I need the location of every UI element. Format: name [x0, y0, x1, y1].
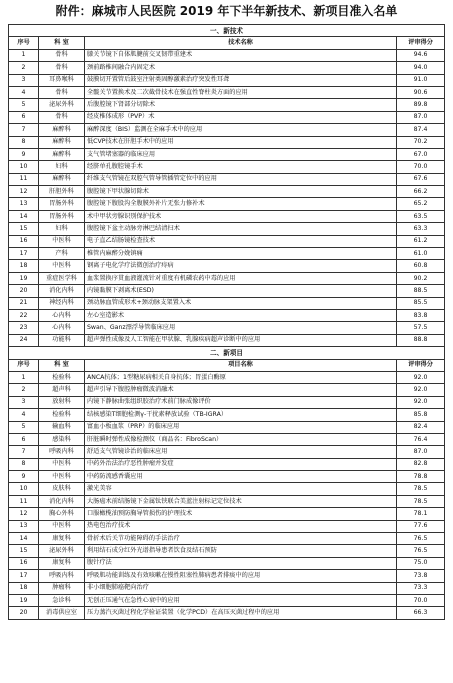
row-score: 76.5 — [397, 533, 445, 545]
row-number: 16 — [9, 557, 39, 569]
row-number: 17 — [9, 570, 39, 582]
table-row — [9, 161, 445, 173]
row-number: 2 — [9, 384, 39, 396]
page-title: 附件：麻城市人民医院 2019 年下半年新技术、新项目准入名单 — [55, 4, 398, 18]
table-row — [9, 471, 445, 483]
row-department: 呼吸内科 — [39, 570, 85, 582]
row-score: 57.5 — [397, 322, 445, 334]
row-score: 70.0 — [397, 594, 445, 606]
table-row — [9, 285, 445, 297]
row-number: 23 — [9, 322, 39, 334]
row-item-name: 中药防流感香囊应用 — [85, 471, 397, 483]
row-score: 87.0 — [397, 111, 445, 123]
row-number: 19 — [9, 594, 39, 606]
row-score: 60.8 — [397, 260, 445, 272]
row-number: 9 — [9, 471, 39, 483]
row-department: 放射科 — [39, 396, 85, 408]
row-item-name: 经脐单孔腹腔镜手术 — [85, 161, 397, 173]
row-number: 12 — [9, 186, 39, 198]
row-item-name: 颈前路椎间融合内固定术 — [85, 62, 397, 74]
row-number: 2 — [9, 62, 39, 74]
row-department: 麻醉科 — [39, 124, 85, 136]
header-score: 评审得分 — [397, 37, 445, 49]
row-number: 20 — [9, 285, 39, 297]
row-item-name: 左心室造影术 — [85, 309, 397, 321]
row-score: 91.0 — [397, 74, 445, 86]
table-row — [9, 210, 445, 222]
table-row — [9, 594, 445, 606]
row-department: 骨科 — [39, 49, 85, 61]
row-score: 92.0 — [397, 384, 445, 396]
row-number: 20 — [9, 607, 39, 619]
row-item-name: 颈动脉血管成形术+颈动脉支架置入术 — [85, 297, 397, 309]
row-number: 11 — [9, 173, 39, 185]
row-score: 65.2 — [397, 198, 445, 210]
header-score: 评审得分 — [397, 359, 445, 371]
row-score: 70.0 — [397, 161, 445, 173]
row-number: 17 — [9, 248, 39, 260]
row-department: 麻醉科 — [39, 136, 85, 148]
row-item-name: 后腹腔镜下肾部分切除术 — [85, 99, 397, 111]
row-department: 超声科 — [39, 384, 85, 396]
row-score: 78.8 — [397, 471, 445, 483]
table-row — [9, 248, 445, 260]
row-number: 3 — [9, 396, 39, 408]
table-row — [9, 533, 445, 545]
row-number: 19 — [9, 272, 39, 284]
table-row — [9, 124, 445, 136]
row-item-name: 钢离子电化学疗法微创治疗痔病 — [85, 260, 397, 272]
row-score: 73.8 — [397, 570, 445, 582]
table-row — [9, 223, 445, 235]
row-item-name: 非小细胞肺癌靶向治疗 — [85, 582, 397, 594]
row-item-name: 结核感染T细胞检测γ-干扰素释放试验（TB-IGRA） — [85, 409, 397, 421]
row-department: 麻醉科 — [39, 173, 85, 185]
row-score: 88.5 — [397, 285, 445, 297]
table-row — [9, 62, 445, 74]
row-department: 感染科 — [39, 433, 85, 445]
table-row — [9, 297, 445, 309]
table-row — [9, 508, 445, 520]
row-item-name: 经皮椎体成形（PVP）术 — [85, 111, 397, 123]
row-item-name: 压力蒸汽灭菌过程化学验证装置（化学PCD）在高压灭菌过程中的应用 — [85, 607, 397, 619]
header-no: 序号 — [9, 37, 39, 49]
row-item-name: 纤维支气管镜在双腔气管导管插管定位中的应用 — [85, 173, 397, 185]
row-item-name: 超声弹性成像及人工智能在甲状腺、乳腺疾病超声诊断中的应用 — [85, 334, 397, 346]
table-row — [9, 173, 445, 185]
table-row — [9, 260, 445, 272]
section-title: 二、新项目 — [9, 347, 445, 359]
header-row — [9, 359, 445, 371]
table-row — [9, 495, 445, 507]
row-department: 肿瘤科 — [39, 582, 85, 594]
row-department: 中医科 — [39, 520, 85, 532]
row-number: 10 — [9, 483, 39, 495]
row-department: 皮肤科 — [39, 483, 85, 495]
row-item-name: 内镜下静脉曲张组织胶治疗术前门脉成像评价 — [85, 396, 397, 408]
row-score: 89.8 — [397, 99, 445, 111]
row-item-name: 膝关节镜下自体肌腱前交叉韧带重建术 — [85, 49, 397, 61]
table-row — [9, 421, 445, 433]
row-number: 18 — [9, 260, 39, 272]
row-number: 8 — [9, 458, 39, 470]
row-department: 输血科 — [39, 421, 85, 433]
row-number: 9 — [9, 148, 39, 160]
row-score: 78.1 — [397, 508, 445, 520]
row-department: 急诊科 — [39, 594, 85, 606]
table-row — [9, 49, 445, 61]
row-department: 耳鼻喉科 — [39, 74, 85, 86]
row-number: 14 — [9, 533, 39, 545]
row-item-name: 富血小板血浆（PRP）的临床应用 — [85, 421, 397, 433]
row-score: 85.5 — [397, 297, 445, 309]
row-item-name: 血浆置换序贯血液灌流针对重度有机磷农药中毒的应用 — [85, 272, 397, 284]
table-row — [9, 520, 445, 532]
row-department: 产科 — [39, 248, 85, 260]
row-score: 73.3 — [397, 582, 445, 594]
row-item-name: 鼓膜切开置管后鼓室注射类固醇激素治疗突发性耳聋 — [85, 74, 397, 86]
row-score: 92.0 — [397, 371, 445, 383]
row-item-name: Swan、Ganz漂浮导管临床应用 — [85, 322, 397, 334]
header-name: 技术名称 — [85, 37, 397, 49]
row-number: 5 — [9, 99, 39, 111]
row-department: 骨科 — [39, 86, 85, 98]
table-row — [9, 186, 445, 198]
row-item-name: 低CVP技术在肝胆手术中的应用 — [85, 136, 397, 148]
table-row — [9, 582, 445, 594]
row-number: 5 — [9, 421, 39, 433]
row-item-name: 呼吸肌功能训练及有效咳嗽在慢性阻塞性肺病患者排痰中的应用 — [85, 570, 397, 582]
row-number: 13 — [9, 520, 39, 532]
table-row — [9, 458, 445, 470]
row-number: 1 — [9, 371, 39, 383]
row-score: 76.5 — [397, 545, 445, 557]
row-item-name: 超声引导下腹腔肿瘤微波消融术 — [85, 384, 397, 396]
row-department: 检验科 — [39, 371, 85, 383]
row-item-name: 全髋关节置换术及二次截骨技术在强直性脊柱炎方面的应用 — [85, 86, 397, 98]
row-number: 7 — [9, 446, 39, 458]
header-no: 序号 — [9, 359, 39, 371]
row-score: 90.6 — [397, 86, 445, 98]
table-row — [9, 545, 445, 557]
header-dept: 科 室 — [39, 359, 85, 371]
table-row — [9, 136, 445, 148]
row-department: 康复科 — [39, 557, 85, 569]
row-number: 18 — [9, 582, 39, 594]
row-item-name: 舒适支气管镜诊治的临床应用 — [85, 446, 397, 458]
row-item-name: 内镜黏膜下剥离术(ESD) — [85, 285, 397, 297]
header-name: 项目名称 — [85, 359, 397, 371]
row-department: 消化内科 — [39, 495, 85, 507]
row-department: 泌尿外科 — [39, 99, 85, 111]
row-item-name: 腹腔镜下腹股沟全腹膜外补片无张力修补术 — [85, 198, 397, 210]
row-department: 检验科 — [39, 409, 85, 421]
table-row — [9, 409, 445, 421]
table-row — [9, 322, 445, 334]
section-title: 一、新技术 — [9, 25, 445, 37]
row-number: 1 — [9, 49, 39, 61]
row-score: 85.8 — [397, 409, 445, 421]
row-department: 妇科 — [39, 161, 85, 173]
table-row — [9, 446, 445, 458]
row-item-name: 麻醉深度（BIS）监测在全麻手术中的应用 — [85, 124, 397, 136]
row-department: 中医科 — [39, 471, 85, 483]
row-department: 重症医学科 — [39, 272, 85, 284]
row-item-name: 无创正压通气在急性心衰中的应用 — [85, 594, 397, 606]
row-department: 神经内科 — [39, 297, 85, 309]
table-row — [9, 99, 445, 111]
row-department: 胃肠外科 — [39, 198, 85, 210]
row-score: 76.4 — [397, 433, 445, 445]
row-item-name: 利用结石成分红外光谱指导患者饮食及结石预防 — [85, 545, 397, 557]
row-score: 67.0 — [397, 148, 445, 160]
table-row — [9, 86, 445, 98]
row-number: 3 — [9, 74, 39, 86]
row-item-name: 口服橄榄油预防胸导管损伤的护理技术 — [85, 508, 397, 520]
row-department: 麻醉科 — [39, 148, 85, 160]
row-item-name: 大肠癌术前结肠镜下金属钛铗联合美蓝注射标记定位技术 — [85, 495, 397, 507]
table-row — [9, 607, 445, 619]
row-number: 6 — [9, 433, 39, 445]
row-score: 82.4 — [397, 421, 445, 433]
row-score: 75.0 — [397, 557, 445, 569]
header-dept: 科 室 — [39, 37, 85, 49]
table-row — [9, 309, 445, 321]
row-score: 66.2 — [397, 186, 445, 198]
row-score: 87.0 — [397, 446, 445, 458]
row-score: 78.5 — [397, 495, 445, 507]
row-item-name: 电子直乙结肠镜检查技术 — [85, 235, 397, 247]
table-row — [9, 235, 445, 247]
row-score: 83.8 — [397, 309, 445, 321]
row-department: 功能科 — [39, 334, 85, 346]
row-item-name: 椎管内麻醉分娩镇痛 — [85, 248, 397, 260]
row-department: 肝胆外科 — [39, 186, 85, 198]
table-row — [9, 272, 445, 284]
row-department: 胸心外科 — [39, 508, 85, 520]
row-number: 12 — [9, 508, 39, 520]
approval-table — [8, 24, 445, 620]
row-number: 21 — [9, 297, 39, 309]
row-number: 16 — [9, 235, 39, 247]
row-number: 11 — [9, 495, 39, 507]
row-score: 94.6 — [397, 49, 445, 61]
section-title-row — [9, 25, 445, 37]
row-department: 妇科 — [39, 223, 85, 235]
row-department: 中医科 — [39, 235, 85, 247]
row-score: 82.8 — [397, 458, 445, 470]
row-department: 心内科 — [39, 322, 85, 334]
table-row — [9, 570, 445, 582]
table-row — [9, 433, 445, 445]
row-score: 90.2 — [397, 272, 445, 284]
row-item-name: 骨折术后关节功能障碍的手法治疗 — [85, 533, 397, 545]
row-department: 中医科 — [39, 260, 85, 272]
row-number: 8 — [9, 136, 39, 148]
row-number: 24 — [9, 334, 39, 346]
row-score: 87.4 — [397, 124, 445, 136]
row-department: 康复科 — [39, 533, 85, 545]
row-score: 67.6 — [397, 173, 445, 185]
row-department: 心内科 — [39, 309, 85, 321]
row-department: 中医科 — [39, 458, 85, 470]
table-row — [9, 483, 445, 495]
row-item-name: 激光美容 — [85, 483, 397, 495]
row-score: 61.2 — [397, 235, 445, 247]
section-title-row — [9, 347, 445, 359]
row-department: 消毒供应室 — [39, 607, 85, 619]
row-score: 94.0 — [397, 62, 445, 74]
row-score: 63.3 — [397, 223, 445, 235]
table-row — [9, 111, 445, 123]
row-item-name: 腹针疗法 — [85, 557, 397, 569]
row-number: 13 — [9, 198, 39, 210]
row-score: 61.0 — [397, 248, 445, 260]
row-score: 66.3 — [397, 607, 445, 619]
row-item-name: 腹腔镜下盆主动脉旁淋巴结清扫术 — [85, 223, 397, 235]
row-number: 15 — [9, 223, 39, 235]
row-item-name: 中药外治法治疗恶性肿瘤并发症 — [85, 458, 397, 470]
row-number: 14 — [9, 210, 39, 222]
row-score: 92.0 — [397, 396, 445, 408]
table-row — [9, 334, 445, 346]
row-item-name: 肝脏瞬时弹性成像检测仪（商品名：FibroScan） — [85, 433, 397, 445]
table-row — [9, 74, 445, 86]
row-department: 骨科 — [39, 62, 85, 74]
table-row — [9, 557, 445, 569]
row-score: 77.6 — [397, 520, 445, 532]
row-item-name: 热电包治疗技术 — [85, 520, 397, 532]
table-row — [9, 198, 445, 210]
row-number: 6 — [9, 111, 39, 123]
row-number: 10 — [9, 161, 39, 173]
table-row — [9, 396, 445, 408]
row-department: 泌尿外科 — [39, 545, 85, 557]
table-row — [9, 384, 445, 396]
row-item-name: ANCA抗体；1型糖尿病相关自身抗体；胃蛋白酶原 — [85, 371, 397, 383]
row-score: 88.8 — [397, 334, 445, 346]
row-number: 7 — [9, 124, 39, 136]
row-item-name: 术中甲状旁腺识别保护技术 — [85, 210, 397, 222]
header-row — [9, 37, 445, 49]
row-number: 4 — [9, 86, 39, 98]
row-department: 胃肠外科 — [39, 210, 85, 222]
row-item-name: 支气管堵塞器的临床应用 — [85, 148, 397, 160]
row-score: 70.2 — [397, 136, 445, 148]
table-row — [9, 371, 445, 383]
row-score: 63.5 — [397, 210, 445, 222]
row-department: 消化内科 — [39, 285, 85, 297]
row-number: 15 — [9, 545, 39, 557]
row-department: 呼吸内科 — [39, 446, 85, 458]
row-score: 78.5 — [397, 483, 445, 495]
row-department: 骨科 — [39, 111, 85, 123]
row-number: 22 — [9, 309, 39, 321]
row-number: 4 — [9, 409, 39, 421]
table-row — [9, 148, 445, 160]
row-item-name: 腹腔镜下甲状腺切除术 — [85, 186, 397, 198]
